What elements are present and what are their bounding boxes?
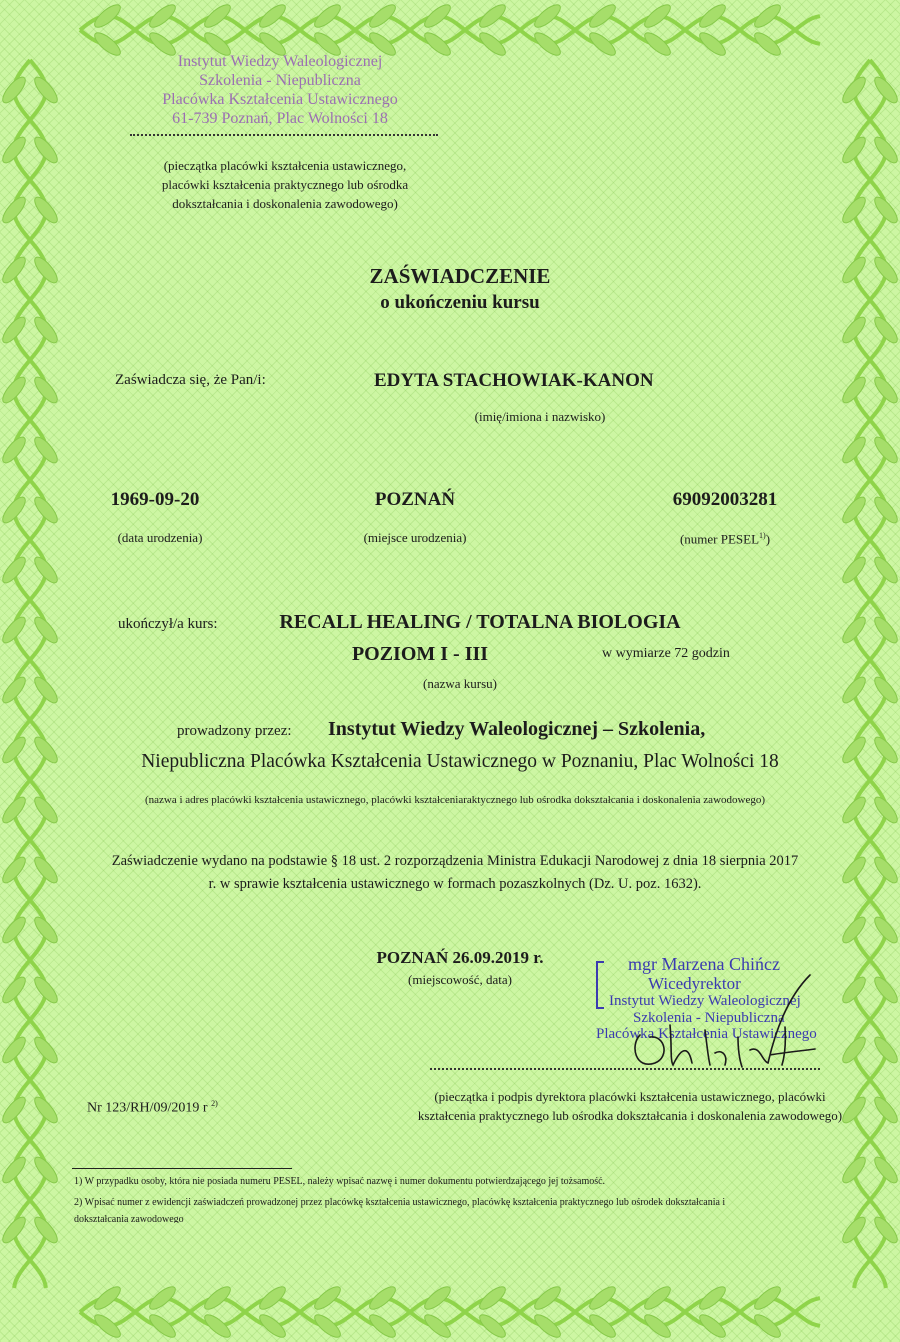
document-subtitle: o ukończeniu kursu — [380, 292, 540, 313]
director-name: mgr Marzena Chińcz — [628, 954, 780, 974]
pesel-number: 69092003281 — [672, 489, 778, 510]
stamp-caption-line-3: dokształcania i doskonalenia zawodowego) — [172, 196, 398, 211]
course-hours: w wymiarze 72 godzin — [602, 646, 730, 661]
course-name-line-2: POZIOM I - III — [351, 643, 489, 665]
birth-date: 1969-09-20 — [110, 489, 200, 510]
stamp-caption — [130, 156, 440, 213]
stamp-caption-line-1: (pieczątka placówki kształcenia ustawicznego, — [163, 158, 407, 173]
director-stamp-line-2: Szkolenia - Niepubliczna — [633, 1010, 785, 1026]
stamp-line-2: Szkolenia - Niepubliczna — [199, 72, 361, 89]
person-name-caption: (imię/imiona i nazwisko) — [474, 409, 606, 424]
course-name-line-1: RECALL HEALING / TOTALNA BIOLOGIA — [279, 611, 681, 633]
director-role: Wicedyrektor — [648, 974, 741, 993]
director-signature — [610, 965, 870, 1085]
footnote-2-continuation-clip — [74, 1214, 274, 1223]
signature-caption — [410, 1087, 850, 1125]
legal-basis-line-2: r. w sprawie kształcenia ustawicznego w formach pozaszkolnych (Dz. U. poz. 1632). — [208, 876, 702, 892]
footnote-2: 2) Wpisać numer z ewidencji zaświadczeń prowadzonej przez placówkę kształcenia ustawicznego, placówkę kształcenia praktycznego lub ośrodek dokształcania i — [74, 1197, 726, 1208]
person-label: Zaświadcza się, że Pan/i: — [115, 372, 266, 388]
birth-place: POZNAŃ — [374, 489, 456, 510]
director-stamp-line-1: Instytut Wiedzy Waleologicznej — [609, 993, 801, 1009]
stamp-caption-line-2: placówki kształcenia praktycznego lub ośrodka — [161, 177, 409, 192]
provider-label: prowadzony przez: — [177, 723, 292, 739]
document-title: ZAŚWIADCZENIE — [369, 264, 551, 288]
certificate-number-text: Nr 123/RH/09/2019 r — [87, 1100, 208, 1116]
number-footnote-mark: 2) — [211, 1099, 218, 1108]
director-stamp-line-3: Placówka Kształcenia Ustawicznego — [596, 1026, 817, 1042]
provider-caption: (nazwa i adres placówki kształcenia ustawicznego, placówki kształceniaraktycznego lub ośrodka dokształcania i doskonalenia zawodowego) — [144, 794, 766, 806]
birth-date-caption: (data urodzenia) — [117, 530, 203, 545]
stamp-dotted-line — [130, 134, 438, 136]
person-name: EDYTA STACHOWIAK-KANON — [374, 370, 654, 391]
issue-place-date: POZNAŃ 26.09.2019 r. — [376, 948, 544, 967]
footnote-2-continuation: dokształcania zawodowego — [74, 1214, 184, 1223]
stamp-line-1: Instytut Wiedzy Waleologicznej — [177, 53, 383, 70]
pesel-caption-end: ) — [765, 531, 771, 547]
issue-caption: (miejscowość, data) — [408, 972, 512, 987]
pesel-footnote-mark: 1) — [759, 531, 766, 540]
provider-name-line-1: Instytut Wiedzy Waleologicznej – Szkolenia, — [328, 718, 706, 740]
provider-name-line-2: Niepubliczna Placówka Kształcenia Ustawicznego w Poznaniu, Plac Wolności 18 — [141, 751, 779, 772]
footnote-1: 1) W przypadku osoby, która nie posiada numeru PESEL, należy wpisać nazwę i numer dokumentu potwierdzającego jej tożsamość. — [74, 1176, 606, 1187]
stamp-line-4: 61-739 Poznań, Plac Wolności 18 — [172, 110, 388, 127]
stamp-line-3: Placówka Kształcenia Ustawicznego — [162, 91, 398, 108]
pesel-caption-text: (numer PESEL — [679, 531, 760, 547]
signature-dotted-line — [430, 1068, 820, 1070]
signature-caption-line-1: (pieczątka i podpis dyrektora placówki kształcenia ustawicznego, placówki — [434, 1089, 826, 1104]
pesel-caption — [650, 531, 800, 547]
certificate-number — [87, 1099, 218, 1117]
signature-caption-line-2: kształcenia praktycznego lub ośrodka dokształcania i doskonalenia zawodowego) — [417, 1108, 843, 1123]
footnote-rule — [72, 1168, 292, 1169]
course-label: ukończył/a kurs: — [118, 616, 218, 632]
birth-place-caption: (miejsce urodzenia) — [363, 530, 467, 545]
stamp-bracket-icon — [594, 960, 608, 1010]
course-caption: (nazwa kursu) — [423, 676, 497, 691]
institution-stamp — [130, 52, 430, 128]
legal-basis-line-1: Zaświadczenie wydano na podstawie § 18 ust. 2 rozporządzenia Ministra Edukacji Narodowej z dnia 18 sierpnia 2017 — [111, 853, 799, 869]
